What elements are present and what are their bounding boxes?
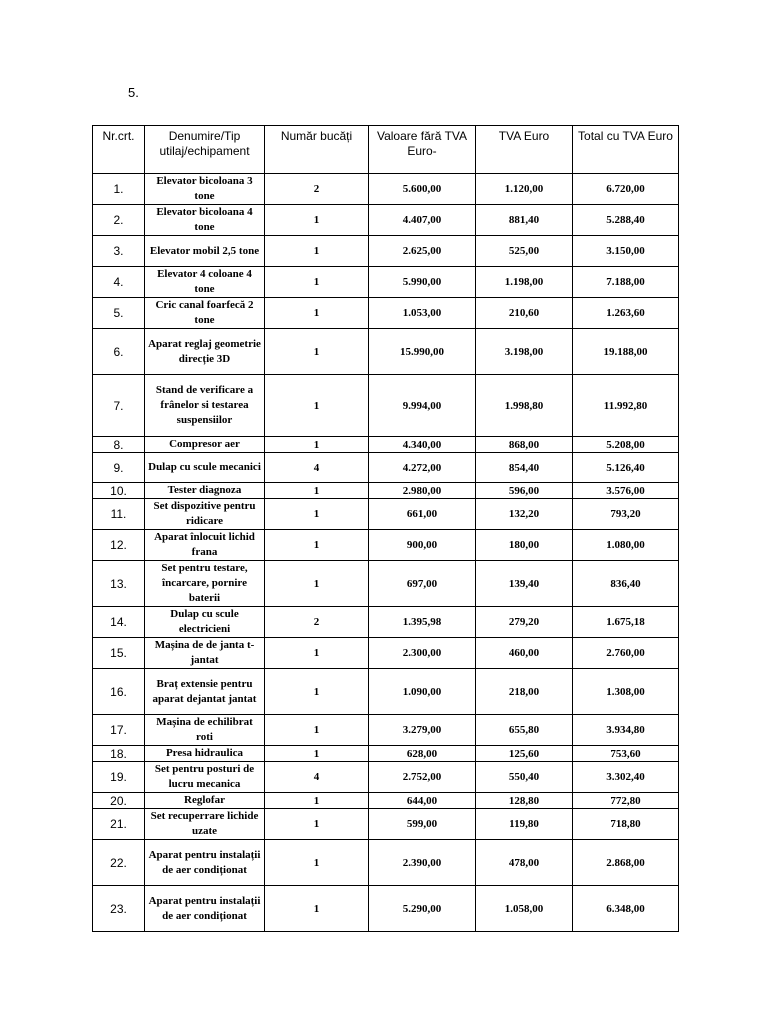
- value-cell: 644,00: [369, 793, 476, 809]
- qty-cell: 1: [265, 809, 369, 840]
- header-valoare-fara-tva: Valoare fără TVA Euro-: [369, 126, 476, 174]
- table-row: [93, 298, 679, 329]
- qty-cell: 1: [265, 205, 369, 236]
- qty-cell: 1: [265, 561, 369, 607]
- value-cell: 2.752,00: [369, 762, 476, 793]
- total-cell: 2.868,00: [573, 840, 679, 886]
- qty-cell: 4: [265, 762, 369, 793]
- total-cell: 793,20: [573, 499, 679, 530]
- total-cell: 1.263,60: [573, 298, 679, 329]
- value-cell: 4.407,00: [369, 205, 476, 236]
- value-cell: 2.300,00: [369, 638, 476, 669]
- vat-cell: 180,00: [476, 530, 573, 561]
- header-total-cu-tva: Total cu TVA Euro: [573, 126, 679, 174]
- vat-cell: 128,80: [476, 793, 573, 809]
- total-cell: 3.576,00: [573, 483, 679, 499]
- total-cell: 5.126,40: [573, 453, 679, 483]
- total-cell: 3.150,00: [573, 236, 679, 267]
- equipment-table: [92, 125, 679, 932]
- vat-cell: 525,00: [476, 236, 573, 267]
- vat-cell: 460,00: [476, 638, 573, 669]
- nr-cell: 17.: [93, 715, 145, 746]
- table-row: [93, 205, 679, 236]
- vat-cell: 210,60: [476, 298, 573, 329]
- nr-cell: 16.: [93, 669, 145, 715]
- total-cell: 1.675,18: [573, 607, 679, 638]
- value-cell: 3.279,00: [369, 715, 476, 746]
- total-cell: 11.992,80: [573, 375, 679, 437]
- vat-cell: 119,80: [476, 809, 573, 840]
- nr-cell: 18.: [93, 746, 145, 762]
- name-cell: Set pentru posturi de lucru mecanica: [145, 762, 265, 793]
- name-cell: Cric canal foarfecă 2 tone: [145, 298, 265, 329]
- vat-cell: 132,20: [476, 499, 573, 530]
- name-cell: Aparat pentru instalații de aer condiționat: [145, 886, 265, 932]
- name-cell: Aparat pentru instalații de aer condiționat: [145, 840, 265, 886]
- name-cell: Elevator mobil 2,5 tone: [145, 236, 265, 267]
- value-cell: 9.994,00: [369, 375, 476, 437]
- total-cell: 753,60: [573, 746, 679, 762]
- name-cell: Set recuperrare lichide uzate: [145, 809, 265, 840]
- nr-cell: 12.: [93, 530, 145, 561]
- name-cell: Dulap cu scule mecanici: [145, 453, 265, 483]
- vat-cell: 139,40: [476, 561, 573, 607]
- total-cell: 836,40: [573, 561, 679, 607]
- header-tva: TVA Euro: [476, 126, 573, 174]
- name-cell: Tester diagnoza: [145, 483, 265, 499]
- table-header-row: [93, 126, 679, 174]
- name-cell: Elevator bicoloana 4 tone: [145, 205, 265, 236]
- value-cell: 661,00: [369, 499, 476, 530]
- table-row: [93, 329, 679, 375]
- name-cell: Elevator bicoloana 3 tone: [145, 174, 265, 205]
- name-cell: Compresor aer: [145, 437, 265, 453]
- nr-cell: 21.: [93, 809, 145, 840]
- qty-cell: 1: [265, 437, 369, 453]
- vat-cell: 1.198,00: [476, 267, 573, 298]
- header-numar-bucati: Număr bucăți: [265, 126, 369, 174]
- name-cell: Elevator 4 coloane 4 tone: [145, 267, 265, 298]
- nr-cell: 20.: [93, 793, 145, 809]
- table-row: [93, 669, 679, 715]
- vat-cell: 3.198,00: [476, 329, 573, 375]
- table-row: [93, 886, 679, 932]
- vat-cell: 1.998,80: [476, 375, 573, 437]
- nr-cell: 3.: [93, 236, 145, 267]
- vat-cell: 1.120,00: [476, 174, 573, 205]
- total-cell: 3.934,80: [573, 715, 679, 746]
- value-cell: 5.990,00: [369, 267, 476, 298]
- table-row: [93, 267, 679, 298]
- nr-cell: 1.: [93, 174, 145, 205]
- qty-cell: 1: [265, 329, 369, 375]
- qty-cell: 1: [265, 715, 369, 746]
- nr-cell: 5.: [93, 298, 145, 329]
- value-cell: 1.395,98: [369, 607, 476, 638]
- value-cell: 2.625,00: [369, 236, 476, 267]
- nr-cell: 7.: [93, 375, 145, 437]
- value-cell: 5.600,00: [369, 174, 476, 205]
- name-cell: Reglofar: [145, 793, 265, 809]
- qty-cell: 1: [265, 236, 369, 267]
- header-denumire: Denumire/Tip utilaj/echipament: [145, 126, 265, 174]
- qty-cell: 1: [265, 840, 369, 886]
- qty-cell: 1: [265, 886, 369, 932]
- nr-cell: 2.: [93, 205, 145, 236]
- qty-cell: 1: [265, 483, 369, 499]
- table-row: [93, 174, 679, 205]
- table-row: [93, 453, 679, 483]
- name-cell: Braț extensie pentru aparat dejantat jantat: [145, 669, 265, 715]
- table-row: [93, 375, 679, 437]
- table-row: [93, 715, 679, 746]
- vat-cell: 478,00: [476, 840, 573, 886]
- name-cell: Mașina de de janta t-jantat: [145, 638, 265, 669]
- vat-cell: 1.058,00: [476, 886, 573, 932]
- nr-cell: 8.: [93, 437, 145, 453]
- nr-cell: 19.: [93, 762, 145, 793]
- value-cell: 2.390,00: [369, 840, 476, 886]
- qty-cell: 1: [265, 793, 369, 809]
- header-nr-crt: Nr.crt.: [93, 126, 145, 174]
- name-cell: Set dispozitive pentru ridicare: [145, 499, 265, 530]
- table-row: [93, 437, 679, 453]
- vat-cell: 125,60: [476, 746, 573, 762]
- table-row: [93, 809, 679, 840]
- name-cell: Aparat înlocuit lichid frana: [145, 530, 265, 561]
- table-row: [93, 746, 679, 762]
- vat-cell: 279,20: [476, 607, 573, 638]
- table-row: [93, 607, 679, 638]
- vat-cell: 854,40: [476, 453, 573, 483]
- table-row: [93, 840, 679, 886]
- table-row: [93, 530, 679, 561]
- name-cell: Stand de verificare a frânelor si testarea suspensiilor: [145, 375, 265, 437]
- total-cell: 3.302,40: [573, 762, 679, 793]
- name-cell: Presa hidraulica: [145, 746, 265, 762]
- total-cell: 6.348,00: [573, 886, 679, 932]
- nr-cell: 6.: [93, 329, 145, 375]
- nr-cell: 15.: [93, 638, 145, 669]
- qty-cell: 4: [265, 453, 369, 483]
- table-row: [93, 236, 679, 267]
- value-cell: 697,00: [369, 561, 476, 607]
- total-cell: 19.188,00: [573, 329, 679, 375]
- nr-cell: 10.: [93, 483, 145, 499]
- table-row: [93, 561, 679, 607]
- qty-cell: 1: [265, 669, 369, 715]
- value-cell: 1.053,00: [369, 298, 476, 329]
- qty-cell: 2: [265, 607, 369, 638]
- total-cell: 772,80: [573, 793, 679, 809]
- qty-cell: 1: [265, 530, 369, 561]
- nr-cell: 22.: [93, 840, 145, 886]
- vat-cell: 550,40: [476, 762, 573, 793]
- table-row: [93, 793, 679, 809]
- value-cell: 5.290,00: [369, 886, 476, 932]
- total-cell: 718,80: [573, 809, 679, 840]
- qty-cell: 1: [265, 375, 369, 437]
- vat-cell: 218,00: [476, 669, 573, 715]
- nr-cell: 13.: [93, 561, 145, 607]
- vat-cell: 655,80: [476, 715, 573, 746]
- value-cell: 4.340,00: [369, 437, 476, 453]
- page-number: 5.: [128, 85, 139, 100]
- value-cell: 599,00: [369, 809, 476, 840]
- nr-cell: 4.: [93, 267, 145, 298]
- nr-cell: 23.: [93, 886, 145, 932]
- total-cell: 6.720,00: [573, 174, 679, 205]
- qty-cell: 1: [265, 267, 369, 298]
- table-row: [93, 638, 679, 669]
- total-cell: 5.208,00: [573, 437, 679, 453]
- name-cell: Dulap cu scule electricieni: [145, 607, 265, 638]
- table-body: [93, 174, 679, 932]
- total-cell: 1.080,00: [573, 530, 679, 561]
- qty-cell: 1: [265, 638, 369, 669]
- total-cell: 1.308,00: [573, 669, 679, 715]
- name-cell: Mașina de echilibrat roti: [145, 715, 265, 746]
- vat-cell: 881,40: [476, 205, 573, 236]
- qty-cell: 1: [265, 298, 369, 329]
- vat-cell: 596,00: [476, 483, 573, 499]
- qty-cell: 1: [265, 499, 369, 530]
- value-cell: 1.090,00: [369, 669, 476, 715]
- nr-cell: 9.: [93, 453, 145, 483]
- table-row: [93, 483, 679, 499]
- nr-cell: 14.: [93, 607, 145, 638]
- total-cell: 2.760,00: [573, 638, 679, 669]
- value-cell: 4.272,00: [369, 453, 476, 483]
- value-cell: 15.990,00: [369, 329, 476, 375]
- qty-cell: 1: [265, 746, 369, 762]
- qty-cell: 2: [265, 174, 369, 205]
- nr-cell: 11.: [93, 499, 145, 530]
- name-cell: Set pentru testare, încarcare, pornire baterii: [145, 561, 265, 607]
- name-cell: Aparat reglaj geometrie direcție 3D: [145, 329, 265, 375]
- value-cell: 2.980,00: [369, 483, 476, 499]
- table-row: [93, 762, 679, 793]
- value-cell: 900,00: [369, 530, 476, 561]
- total-cell: 7.188,00: [573, 267, 679, 298]
- table-row: [93, 499, 679, 530]
- vat-cell: 868,00: [476, 437, 573, 453]
- value-cell: 628,00: [369, 746, 476, 762]
- total-cell: 5.288,40: [573, 205, 679, 236]
